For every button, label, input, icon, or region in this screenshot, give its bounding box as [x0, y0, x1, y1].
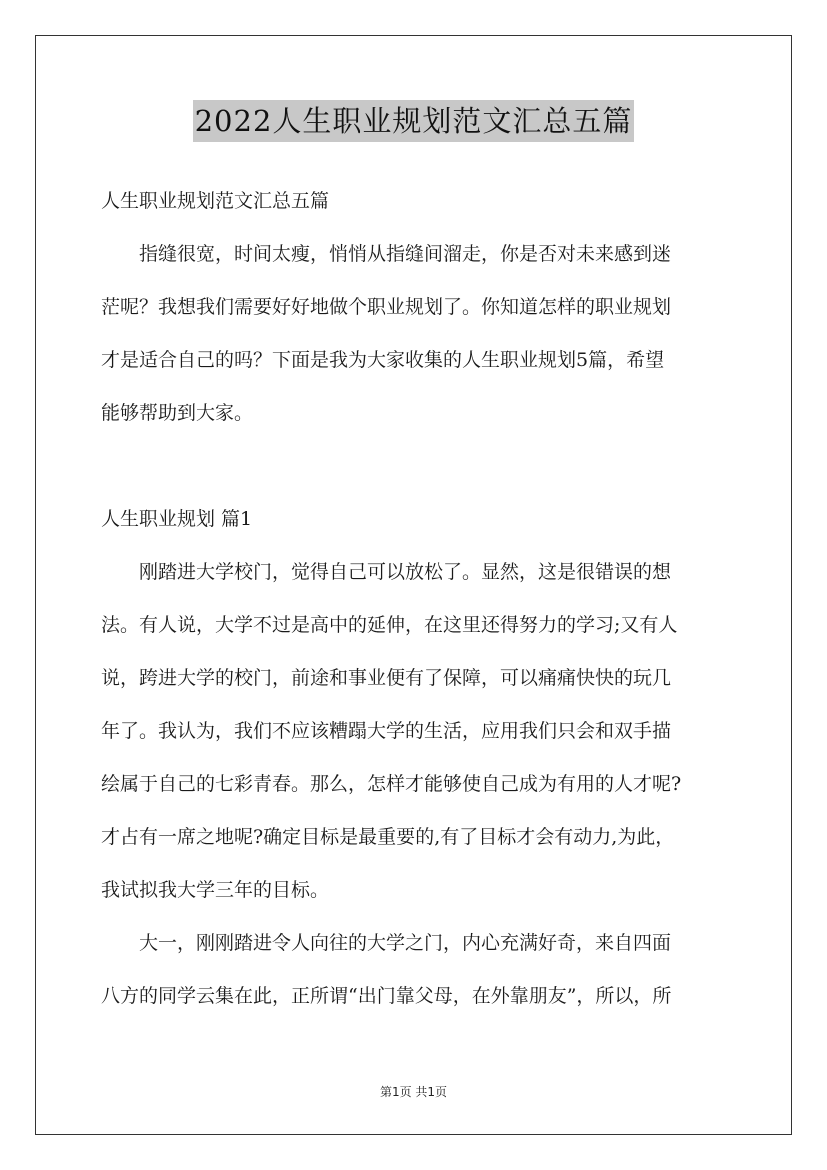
paragraph-line: 年了。我认为，我们不应该糟蹋大学的生活，应用我们只会和双手描 — [101, 720, 672, 742]
spacer — [101, 440, 726, 493]
paragraph-line: 法。有人说，大学不过是高中的延伸，在这里还得努力的学习;又有人 — [101, 614, 678, 636]
paragraph-line: 才占有一席之地呢?确定目标是最重要的,有了目标才会有动力,为此， — [101, 826, 675, 848]
section-paragraph-1 — [101, 546, 726, 917]
intro-line: 能够帮助到大家。 — [101, 402, 254, 424]
paragraph-line: 绘属于自己的七彩青春。那么，怎样才能够使自己成为有用的人才呢? — [101, 773, 682, 795]
section-paragraph-2 — [101, 917, 726, 1023]
document-body — [101, 175, 726, 1023]
paragraph-line: 说，跨进大学的校门，前途和事业便有了保障，可以痛痛快快的玩几 — [101, 667, 672, 689]
paragraph-line: 我试拟我大学三年的目标。 — [101, 879, 330, 901]
paragraph-line: 大一，刚刚踏进令人向往的大学之门，内心充满好奇，来自四面 — [139, 932, 672, 954]
intro-line: 才是适合自己的吗？下面是我为大家收集的人生职业规划5篇，希望 — [101, 349, 665, 371]
page-footer: 第1页 共1页 — [379, 1085, 448, 1099]
section-heading: 人生职业规划 篇1 — [101, 508, 253, 530]
intro-line: 茫呢？我想我们需要好好地做个职业规划了。你知道怎样的职业规划 — [101, 296, 672, 318]
document-title: 2022人生职业规划范文汇总五篇 — [193, 100, 635, 142]
paragraph-line: 刚踏进大学校门，觉得自己可以放松了。显然，这是很错误的想 — [139, 561, 672, 583]
intro-paragraph — [101, 228, 726, 440]
title-container — [0, 100, 827, 142]
paragraph-line: 八方的同学云集在此，正所谓“出门靠父母，在外靠朋友”，所以，所 — [101, 985, 672, 1007]
intro-line: 指缝很宽，时间太瘦，悄悄从指缝间溜走，你是否对未来感到迷 — [139, 243, 672, 265]
subtitle: 人生职业规划范文汇总五篇 — [101, 190, 330, 212]
